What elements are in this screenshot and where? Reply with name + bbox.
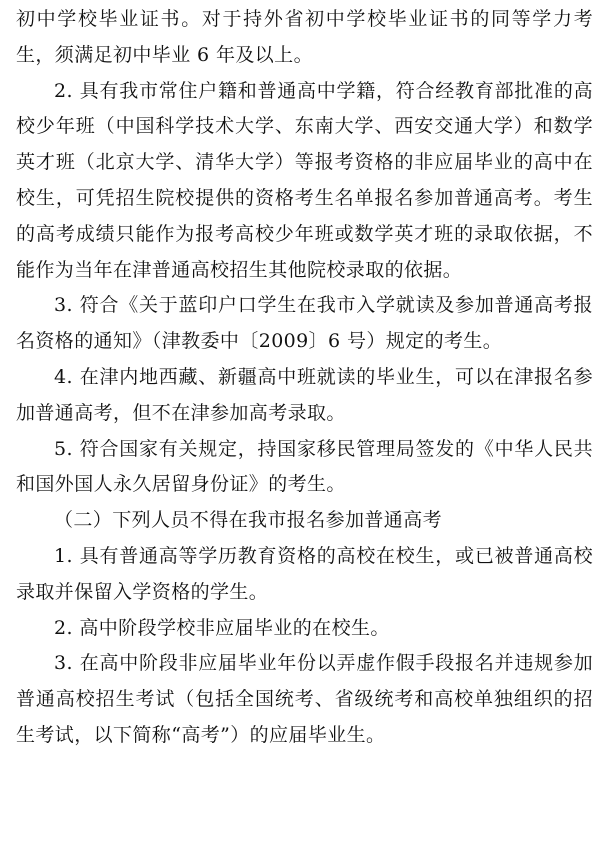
paragraph-item-4: 4. 在津内地西藏、新疆高中班就读的毕业生，可以在津报名参加普通高考，但不在津参加高考录取。 <box>16 365 593 424</box>
section-item-1: 1. 具有普通高等学历教育资格的高校在校生，或已被普通高校录取并保留入学资格的学生。 <box>16 544 593 603</box>
section-item-2: 2. 高中阶段学校非应届毕业的在校生。 <box>54 616 390 639</box>
section-heading: （二）下列人员不得在我市报名参加普通高考 <box>54 509 443 532</box>
paragraph-item-5: 5. 符合国家有关规定，持国家移民管理局签发的《中华人民共和国外国人永久居留身份证》的考生。 <box>16 437 593 496</box>
paragraph-continuation: 初中学校毕业证书。对于持外省初中学校毕业证书的同等学力考生，须满足初中毕业 6 年及以上。 <box>16 8 593 66</box>
section-item-3: 3. 在高中阶段非应届毕业年份以弄虚作假手段报名并违规参加普通高校招生考试（包括全国统考、省级统考和高校单独组织的招生考试，以下简称“高考”）的应届毕业生。 <box>16 652 593 746</box>
paragraph-item-2: 2. 具有我市常住户籍和普通高中学籍，符合经教育部批准的高校少年班（中国科学技术大学、东南大学、西安交通大学）和数学英才班（北京大学、清华大学）等报考资格的非应届毕业的高中在校生，可凭招生院校提供的资格考生名单报名参加普通高考。考生的高考成绩只能作为报考高校少年班或数学英才班的录取依据，不能作为当年在津普通高校招生其他院校录取的依据。 <box>16 79 593 281</box>
paragraph-item-3: 3. 符合《关于蓝印户口学生在我市入学就读及参加普通高考报名资格的通知》（津教委中〔2009〕6 号）规定的考生。 <box>16 294 593 353</box>
